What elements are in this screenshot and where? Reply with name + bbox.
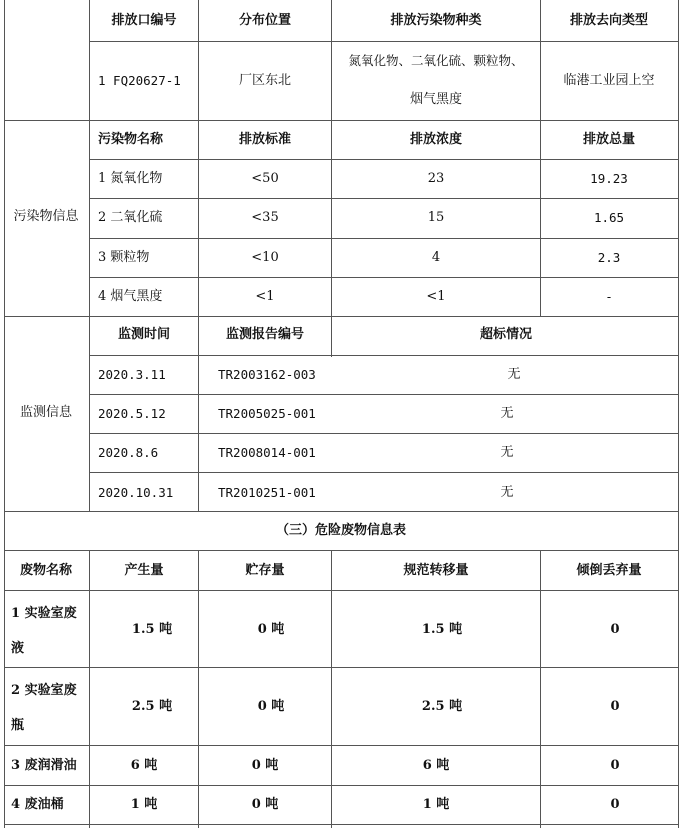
- monitoring-date: 2020.3.11: [98, 367, 166, 382]
- pollutant-name: 1 氮氧化物: [98, 171, 163, 186]
- report-number: TR2005025-001: [218, 406, 316, 421]
- monitoring-date: 2020.5.12: [98, 406, 166, 421]
- pollutant-types-header: 排放污染物种类: [390, 13, 482, 28]
- exceedance-status: 无: [507, 367, 521, 382]
- produced-header: 产生量: [124, 563, 164, 578]
- emission-concentration: 15: [427, 210, 445, 225]
- waste-name-header: 废物名称: [19, 563, 73, 578]
- waste-name-line1: 1 实验室废: [11, 606, 77, 621]
- destination-header: 排放去向类型: [569, 13, 649, 28]
- stored-amount: 0 吨: [257, 622, 285, 637]
- report-number: TR2008014-001: [218, 445, 316, 460]
- transferred-header: 规范转移量: [403, 563, 469, 578]
- emission-concentration: <1: [426, 289, 446, 304]
- report-number: TR2010251-001: [218, 485, 316, 500]
- emission-concentration: 4: [431, 250, 441, 265]
- hazardous-waste-title: （三）危险废物信息表: [275, 523, 407, 538]
- emission-concentration: 23: [427, 171, 445, 186]
- dumped-amount: 0: [610, 797, 620, 812]
- pollutant-name: 4 烟气黑度: [98, 289, 163, 304]
- monitoring-date: 2020.10.31: [98, 485, 174, 500]
- monitoring-date-header: 监测时间: [117, 327, 171, 342]
- emission-total: -: [605, 289, 613, 304]
- report-number: TR2003162-003: [218, 367, 316, 382]
- produced-amount: 1.5 吨: [131, 622, 173, 637]
- emission-standard: <50: [251, 171, 279, 186]
- stored-header: 贮存量: [245, 563, 285, 578]
- outlet-destination: 临港工业园上空: [563, 73, 655, 88]
- outlet-location: 厂区东北: [238, 73, 292, 88]
- outlet-id: 1 FQ20627-1: [98, 73, 181, 88]
- pollutant-name: 3 颗粒物: [98, 250, 150, 265]
- pollutant-name-header: 污染物名称: [98, 132, 164, 147]
- dumped-header: 倾倒丢弃量: [576, 563, 642, 578]
- waste-name-line2: 瓶: [11, 718, 25, 733]
- location-header: 分布位置: [238, 13, 292, 28]
- waste-name-line1: 2 实验室废: [11, 683, 77, 698]
- dumped-amount: 0: [610, 622, 620, 637]
- waste-name-line2: 液: [11, 641, 25, 656]
- transferred-amount: 2.5 吨: [421, 699, 463, 714]
- emission-standard: <1: [255, 289, 275, 304]
- transferred-amount: 1.5 吨: [421, 622, 463, 637]
- outlet-id-header: 排放口编号: [111, 13, 177, 28]
- emission-concentration-header: 排放浓度: [409, 132, 463, 147]
- produced-amount: 1 吨: [130, 797, 158, 812]
- produced-amount: 6 吨: [130, 758, 158, 773]
- emission-total-header: 排放总量: [582, 132, 636, 147]
- emission-total: 1.65: [593, 210, 625, 225]
- pollutant-types-line1: 氮氧化物、二氧化硫、颗粒物、: [348, 53, 524, 68]
- stored-amount: 0 吨: [251, 758, 279, 773]
- monitoring-info-label: 监测信息: [19, 405, 73, 420]
- exceedance-status: 无: [500, 485, 514, 500]
- emission-standard-header: 排放标准: [238, 132, 292, 147]
- waste-name-line1: 3 废润滑油: [11, 758, 77, 773]
- pollutant-types-line2: 烟气黑度: [409, 92, 463, 107]
- exceedance-status: 无: [500, 406, 514, 421]
- dumped-amount: 0: [610, 699, 620, 714]
- emission-total: 19.23: [590, 171, 628, 186]
- transferred-amount: 6 吨: [422, 758, 450, 773]
- dumped-amount: 0: [610, 758, 620, 773]
- emission-standard: <10: [251, 250, 279, 265]
- pollutant-info-label: 污染物信息: [13, 209, 79, 224]
- stored-amount: 0 吨: [257, 699, 285, 714]
- report-number-header: 监测报告编号: [225, 327, 305, 342]
- exceedance-header: 超标情况: [479, 327, 533, 342]
- exceedance-status: 无: [500, 445, 514, 460]
- transferred-amount: 1 吨: [422, 797, 450, 812]
- waste-name-line1: 4 废油桶: [11, 797, 64, 812]
- emission-standard: <35: [251, 210, 279, 225]
- monitoring-date: 2020.8.6: [98, 445, 159, 460]
- stored-amount: 0 吨: [251, 797, 279, 812]
- pollutant-name: 2 二氧化硫: [98, 210, 163, 225]
- emission-total: 2.3: [597, 250, 621, 265]
- produced-amount: 2.5 吨: [131, 699, 173, 714]
